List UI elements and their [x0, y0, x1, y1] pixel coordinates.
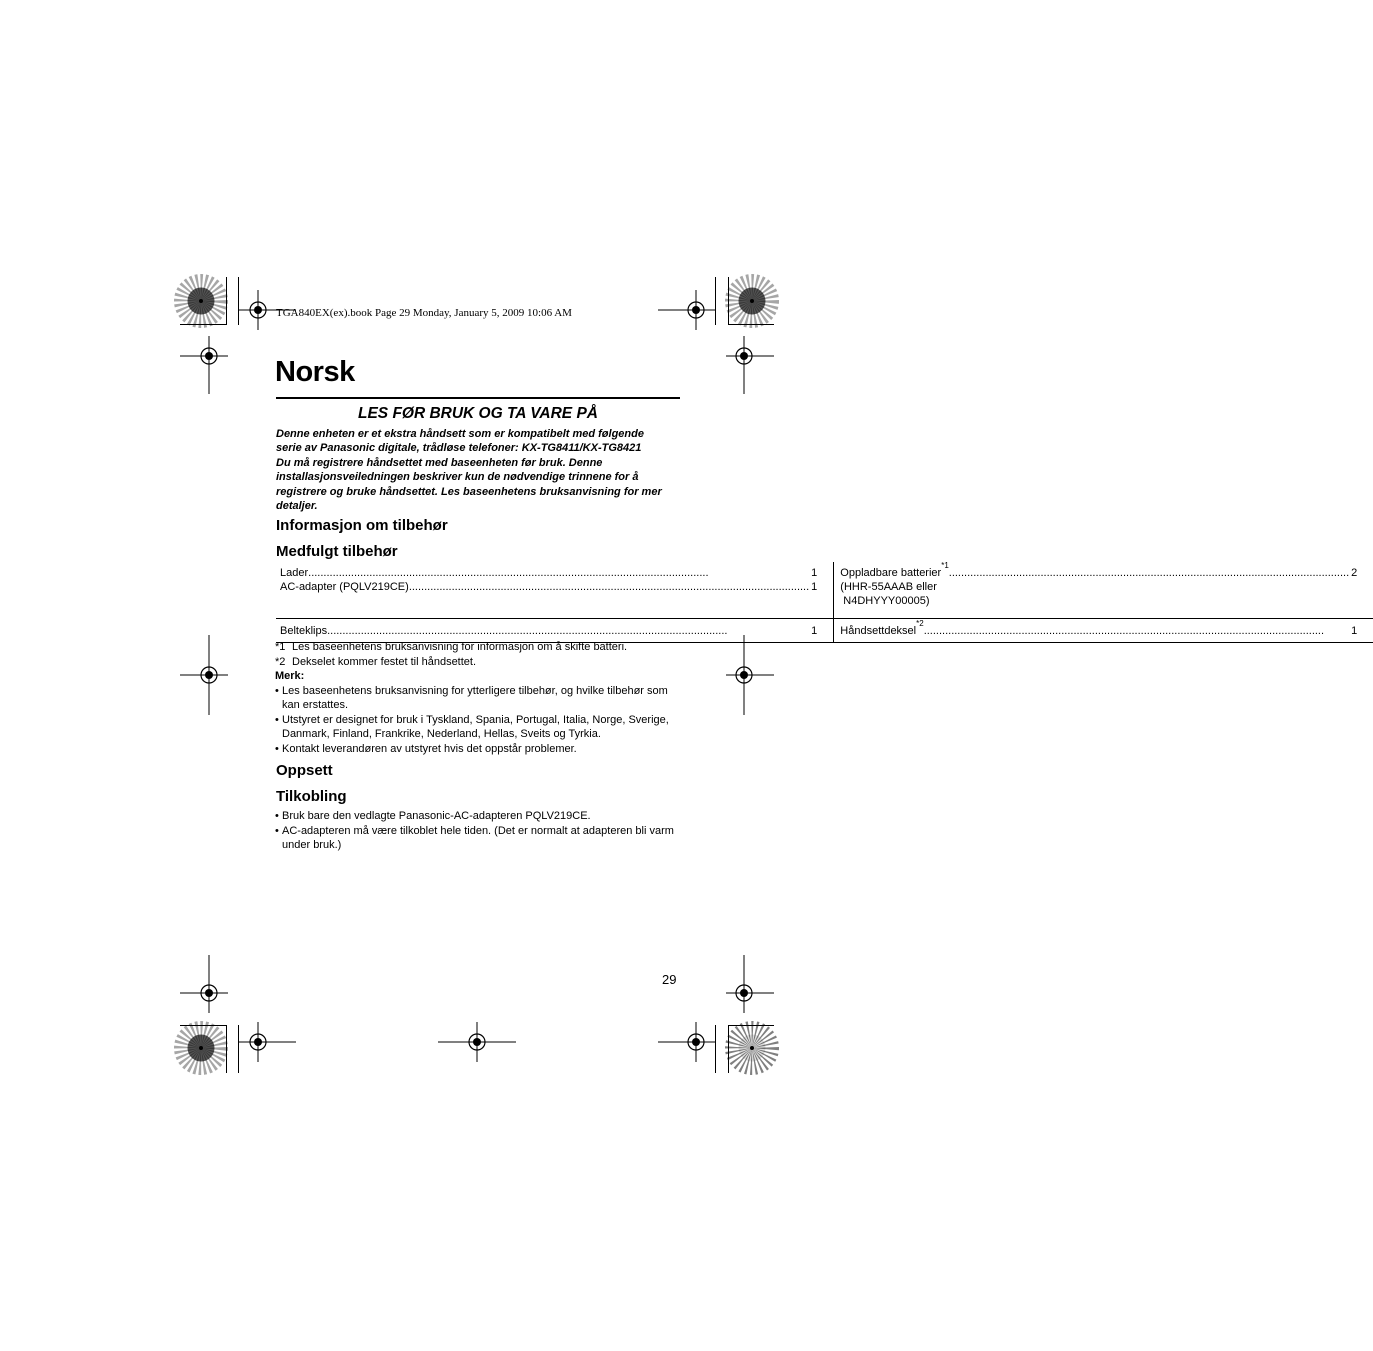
accessory-row: [280, 624, 817, 638]
accessories-table: [276, 562, 1373, 643]
footnote-ref: *2: [916, 619, 924, 628]
footnote-text: Les baseenhetens bruksanvisning for informasjon om å skifte batteri.: [292, 641, 628, 653]
note-item: [275, 684, 685, 713]
bullet: •: [275, 810, 279, 822]
registration-mark: [658, 1022, 716, 1062]
page-title: Norsk: [275, 356, 355, 388]
intro-line: serie av Panasonic digitale, trådløse telefoner: KX-TG8411/KX-TG8421: [276, 442, 642, 455]
note-text: Les baseenhetens bruksanvisning for ytterligere tilbehør, og hvilke tilbehør som kan erstattes.: [282, 684, 668, 711]
accessory-cell: [276, 619, 834, 643]
intro-line: registrere og bruke håndsettet. Les baseenhetens bruksanvisning for mer: [276, 485, 662, 498]
accessory-cell: [834, 619, 1373, 643]
intro-line: Denne enheten er et ekstra håndsett som er kompatibelt med følgende: [276, 428, 644, 440]
accessory-qty: 2: [1351, 567, 1358, 579]
accessory-row: [840, 561, 1358, 580]
registration-mark: [180, 955, 228, 1013]
leader-dots: [327, 624, 809, 638]
accessories-heading: Informasjon om tilbehør: [276, 517, 448, 534]
accessory-cell: [834, 562, 1373, 619]
leader-dots: [409, 580, 809, 594]
crop-line: [180, 1025, 227, 1026]
accessory-qty: 1: [1351, 625, 1358, 637]
star-target-mark: [187, 287, 215, 315]
registration-mark: [180, 336, 228, 394]
accessory-name: Oppladbare batterier: [840, 567, 942, 579]
accessory-name: AC-adapter (PQLV219CE): [280, 581, 409, 593]
intro-paragraph: [276, 427, 684, 513]
crop-line: [728, 1025, 774, 1026]
star-target-mark: [738, 287, 766, 315]
footnote-label: *2: [275, 655, 286, 668]
crop-line: [180, 324, 227, 325]
leader-dots: [924, 624, 1349, 638]
footnote-label: *1: [275, 641, 286, 653]
intro-line: Du må registrere håndsettet med baseenheten før bruk. Denne: [276, 456, 603, 469]
accessories-subheading: Medfulgt tilbehør: [276, 543, 398, 560]
accessory-name: Belteklips: [280, 625, 328, 637]
note-item: [275, 742, 685, 757]
setup-text: AC-adapteren må være tilkoblet hele tiden. (Det er normalt at adapteren bli varm under bruk.): [282, 824, 674, 851]
note-text: Kontakt leverandøren av utstyret hvis det oppstår problemer.: [282, 742, 577, 755]
accessory-row: [840, 619, 1358, 638]
notes-block: [275, 640, 685, 756]
registration-mark: [726, 955, 774, 1013]
registration-mark: [726, 336, 774, 394]
accessory-qty: 1: [811, 625, 818, 637]
book-header-line: TGA840EX(ex).book Page 29 Monday, January 5, 2009 10:06 AM: [276, 307, 572, 319]
bullet: •: [275, 684, 279, 697]
setup-bullets: [275, 809, 685, 853]
registration-mark: [658, 290, 716, 330]
accessory-detail: (HHR-55AAAB eller: [840, 581, 937, 593]
bullet: •: [275, 713, 279, 726]
setup-heading: Oppsett: [276, 762, 333, 779]
accessory-qty: 1: [811, 567, 818, 579]
section-title: LES FØR BRUK OG TA VARE PÅ: [358, 405, 598, 422]
leader-dots: [308, 566, 809, 580]
setup-item: [275, 809, 685, 824]
note-item: [275, 713, 685, 742]
setup-subheading: Tilkobling: [276, 788, 347, 805]
intro-line: detaljer.: [276, 500, 318, 513]
merk-label: Merk:: [275, 670, 305, 682]
footnote-ref: *1: [941, 561, 949, 570]
crop-line: [728, 1025, 729, 1073]
registration-mark: [180, 635, 228, 715]
footnote: [275, 640, 685, 655]
accessory-row: [280, 580, 817, 594]
bullet: •: [275, 824, 279, 837]
star-target-mark: [187, 1034, 215, 1062]
setup-item: [275, 824, 685, 853]
leader-dots: [949, 566, 1349, 580]
note-text: Utstyret er designet for bruk i Tyskland, Spania, Portugal, Italia, Norge, Sverige, Danmark, Finland, Frankrike, Nederland, Hellas, Sveits og Tyrkia.: [282, 713, 669, 740]
bullet: •: [275, 742, 279, 755]
accessory-name: Håndsettdeksel: [840, 625, 917, 637]
registration-mark: [438, 1022, 516, 1062]
accessory-name: Lader: [280, 567, 309, 579]
page-number: 29: [662, 972, 677, 987]
accessory-detail: N4DHYYY00005): [843, 595, 930, 607]
accessory-cell: [276, 562, 834, 619]
accessory-qty: 1: [811, 581, 818, 593]
footnote: [275, 655, 685, 670]
footnote-text: Dekselet kommer festet til håndsettet.: [292, 655, 477, 668]
setup-text: Bruk bare den vedlagte Panasonic-AC-adapteren PQLV219CE.: [282, 810, 591, 822]
intro-line: installasjonsveiledningen beskriver kun de nødvendige trinnene for å: [276, 471, 639, 484]
registration-mark: [726, 635, 774, 715]
title-rule: [276, 397, 680, 399]
registration-mark: [238, 1022, 296, 1062]
accessory-row: [280, 566, 817, 580]
star-target-mark: [738, 1034, 766, 1062]
